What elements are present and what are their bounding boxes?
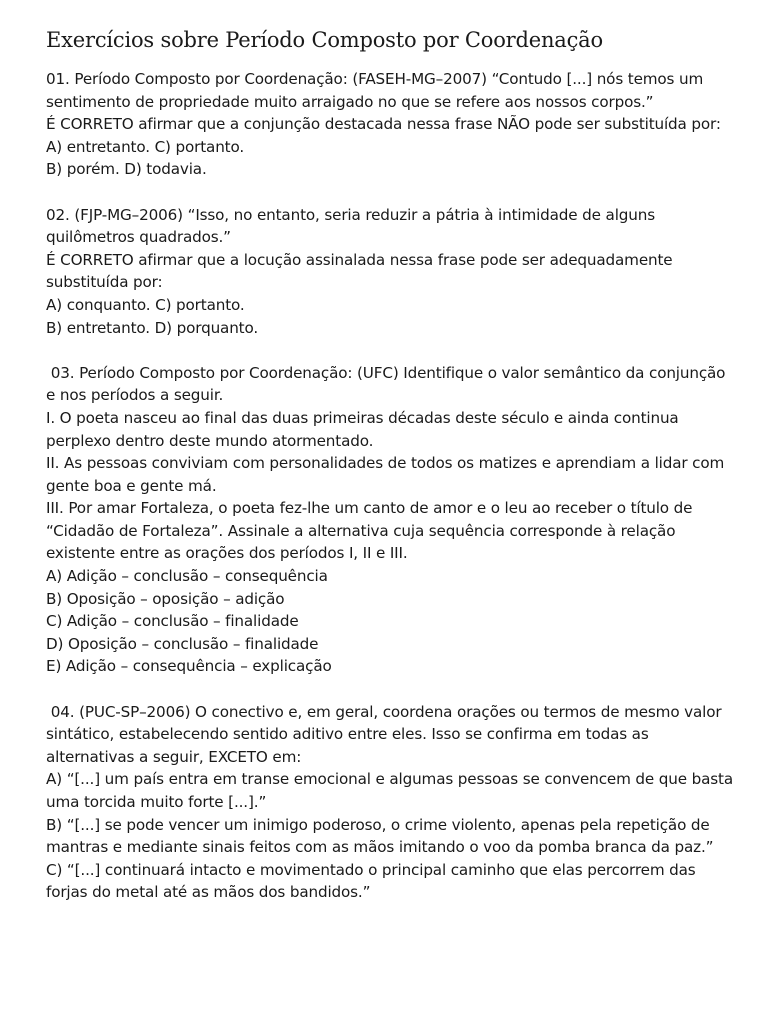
question-item: III. Por amar Fortaleza, o poeta fez-lhe um canto de amor e o leu ao receber o título de “Cidadão de Fortaleza”. Assinale a alternativa cuja sequência corresponde à relação existente entre as orações dos períodos I, II e III. [46,499,693,563]
question-04 [46,701,736,904]
question-01 [46,68,736,181]
document-page [46,26,736,927]
option-c: C) Adição – conclusão – finalidade [46,612,299,631]
option-line: B) porém. D) todavia. [46,160,207,179]
option-line: A) entretanto. C) portanto. [46,137,245,156]
question-prompt: É CORRETO afirmar que a conjunção destacada nessa frase NÃO pode ser substituída por: [46,115,721,134]
option-b: B) Oposição – oposição – adição [46,589,285,608]
question-03 [46,362,736,678]
option-line: B) entretanto. D) porquanto. [46,318,259,337]
question-prompt: É CORRETO afirmar que a locução assinalada nessa frase pode ser adequadamente substituída por: [46,250,673,292]
option-a: A) “[...] um país entra em transe emocional e algumas pessoas se convencem de que basta uma torcida muito forte [...].” [46,770,733,811]
option-line: A) conquanto. C) portanto. [46,295,245,314]
option-b: B) “[...] se pode vencer um inimigo poderoso, o crime violento, apenas pela repetição de mantras e mediante sinais feitos com as mãos imitando o voo da pomba branca da paz.” [46,815,714,857]
question-02 [46,204,736,340]
option-d: D) Oposição – conclusão – finalidade [46,634,319,653]
option-a: A) Adição – conclusão – consequência [46,567,328,586]
document-title: Exercícios sobre Período Composto por Coordenação [46,28,603,52]
question-stem: 02. (FJP-MG–2006) “Isso, no entanto, seria reduzir a pátria à intimidade de alguns quilômetros quadrados.” [46,205,655,247]
question-stem: 04. (PUC-SP–2006) O conectivo e, em geral, coordena orações ou termos de mesmo valor sintático, estabelecendo sentido aditivo entre eles. Isso se confirma em todas as alternativas a seguir, EXCETO em: [46,702,727,766]
question-item: II. As pessoas conviviam com personalidades de todos os matizes e aprendiam a lidar com gente boa e gente má. [46,454,725,495]
option-e: E) Adição – consequência – explicação [46,657,332,676]
option-c: C) “[...] continuará intacto e movimentado o principal caminho que elas percorrem das forjas do metal até as mãos dos bandidos.” [46,860,696,902]
question-item: I. O poeta nasceu ao final das duas primeiras décadas deste século e ainda continua perplexo dentro deste mundo atormentado. [46,408,679,450]
question-stem: 01. Período Composto por Coordenação: (FASEH-MG–2007) “Contudo [...] nós temos um sentimento de propriedade muito arraigado no que se refere aos nossos corpos.” [46,70,704,111]
question-stem: 03. Período Composto por Coordenação: (UFC) Identifique o valor semântico da conjunção e nos períodos a seguir. [46,363,731,405]
